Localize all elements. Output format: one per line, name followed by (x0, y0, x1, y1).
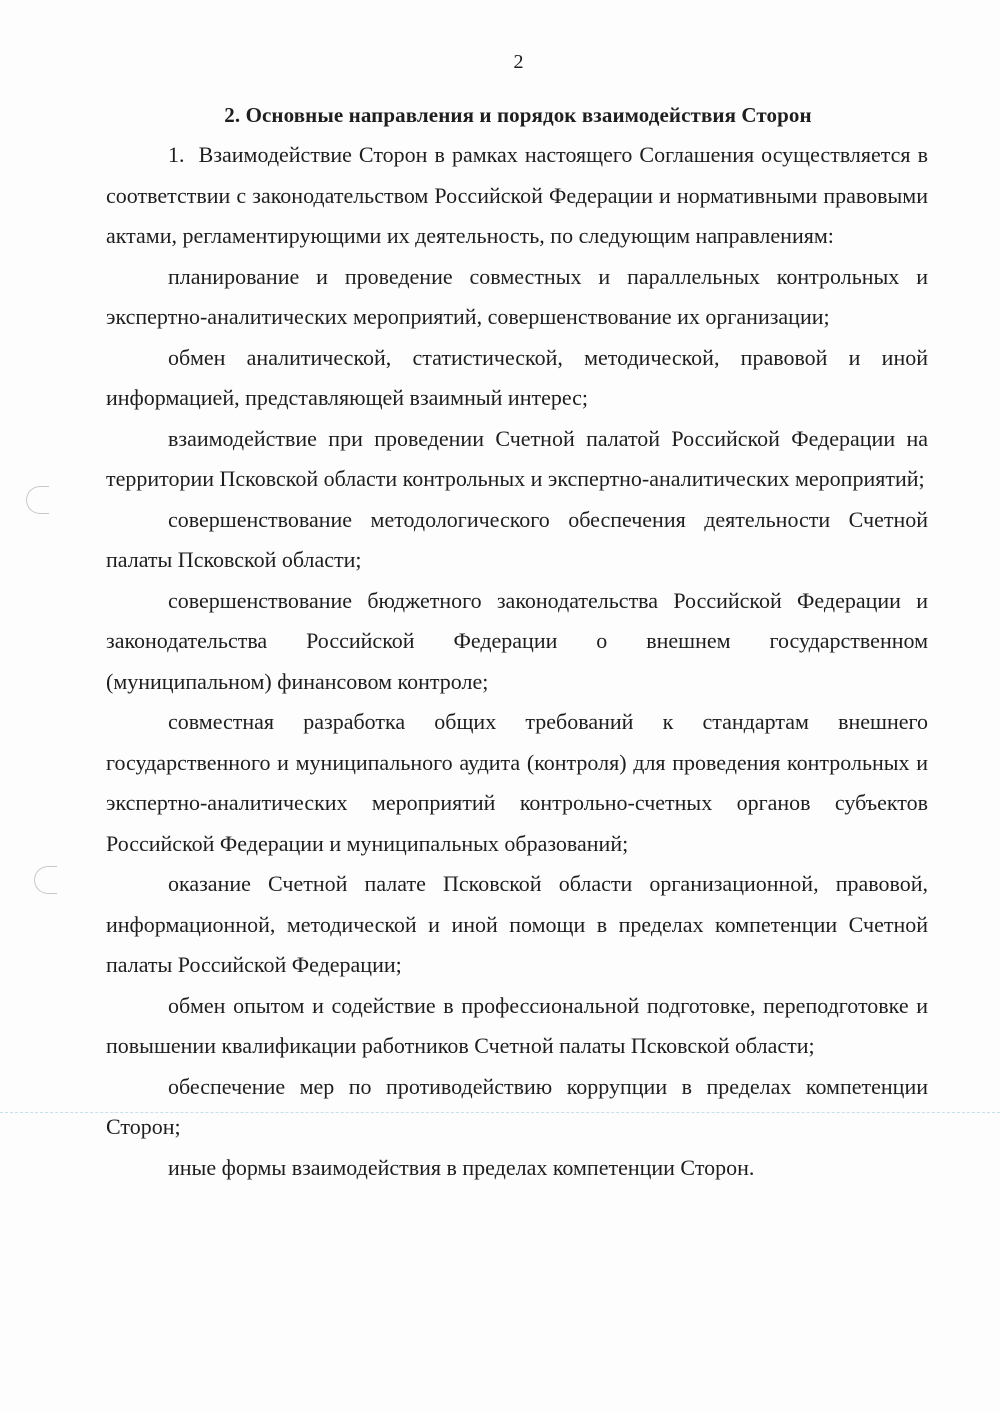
paragraph: планирование и проведение совместных и параллельных контрольных и экспертно-аналитических мероприятий, совершенствование их организации; (106, 263, 928, 329)
paragraph: обеспечение мер по противодействию коррупции в пределах компетенции Сторон; (106, 1073, 928, 1139)
paragraph: иные формы взаимодействия в пределах компетенции Сторон. (168, 1154, 755, 1180)
document-body (106, 135, 928, 1188)
paragraph: обмен опытом и содействие в профессиональной подготовке, переподготовке и повышении квалификации работников Счетной палаты Псковской области; (106, 992, 928, 1058)
punch-hole-mark (26, 486, 49, 514)
page-number: 2 (513, 51, 524, 73)
paragraph: обмен аналитической, статистической, методической, правовой и иной информацией, представляющей взаимный интерес; (106, 344, 928, 410)
punch-hole-mark (34, 866, 57, 894)
paragraph: совместная разработка общих требований к стандартам внешнего государственного и муниципального аудита (контроля) для проведения контрольных и экспертно-аналитических мероприятий контрольно-счетных органов субъектов Российской Федерации и муниципальных образований; (106, 709, 928, 856)
paragraph: 1. Взаимодействие Сторон в рамках настоящего Соглашения осуществляется в соответствии с законодательством Российской Федерации и нормативными правовыми актами, регламентирующими их деятельность, по следующим направлениям: (106, 142, 928, 248)
paragraph: оказание Счетной палате Псковской области организационной, правовой, информационной, методической и иной помощи в пределах компетенции Счетной палаты Российской Федерации; (106, 871, 928, 977)
paragraph: взаимодействие при проведении Счетной палатой Российской Федерации на территории Псковской области контрольных и экспертно-аналитических мероприятий; (106, 425, 928, 491)
paragraph: совершенствование методологического обеспечения деятельности Счетной палаты Псковской области; (106, 506, 928, 572)
section-heading: 2. Основные направления и порядок взаимодействия Сторон (224, 103, 812, 127)
paragraph: совершенствование бюджетного законодательства Российской Федерации и законодательства Российской Федерации о внешнем государственном (муниципальном) финансовом контроле; (106, 587, 928, 694)
